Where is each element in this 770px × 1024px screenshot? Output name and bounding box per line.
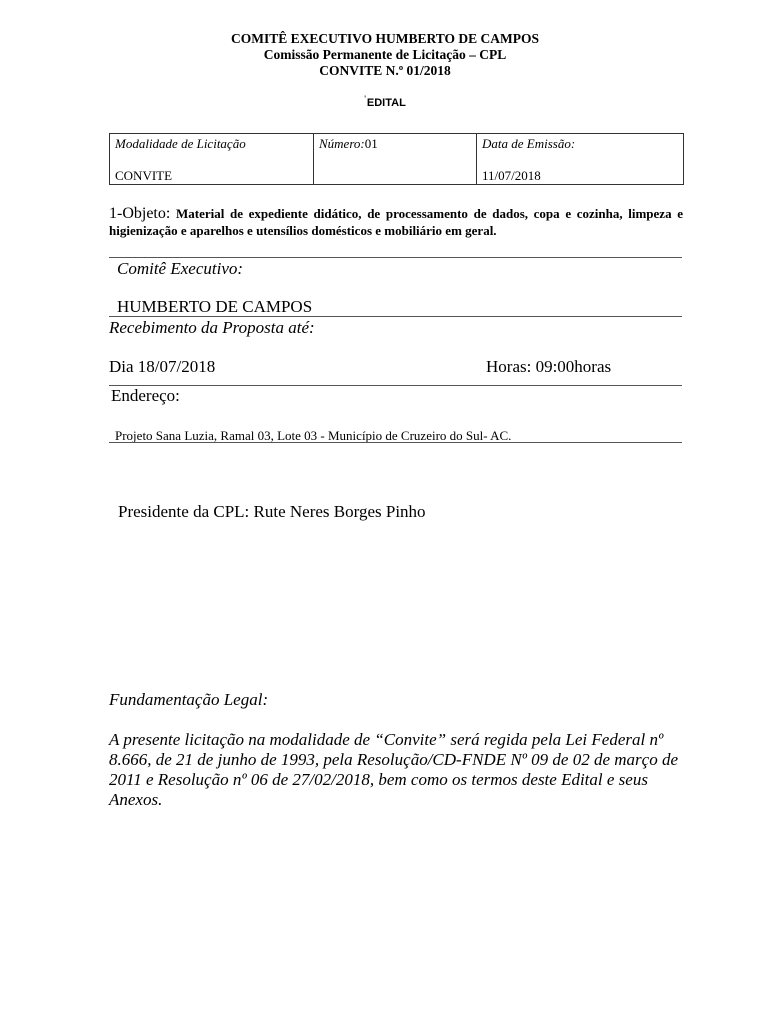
numero-value: 01 <box>364 136 378 151</box>
data-emissao-value: 11/07/2018 <box>482 168 541 183</box>
numero-label: Número: <box>319 136 365 151</box>
fundamentacao-text: A presente licitação na modalidade de “Convite” será regida pela Lei Federal nº 8.666, de 21 de junho de 1993, pela Resolução/CD-FNDE Nº 09 de 02 de março de 2011 e Resolução nº 06 de 27/02/2018, bem como os termos deste Edital e seus Anexos. <box>109 730 679 809</box>
modalidade-value: CONVITE <box>115 168 173 183</box>
recebimento-horas: Horas: 09:00horas <box>486 357 612 376</box>
edital-label: EDITAL <box>366 97 406 109</box>
header-committee: COMITÊ EXECUTIVO HUMBERTO DE CAMPOS <box>230 31 540 46</box>
endereco-label: Endereço: <box>111 386 180 405</box>
divider-recebimento <box>109 385 682 386</box>
fundamentacao-label: Fundamentação Legal: <box>109 690 269 709</box>
recebimento-label: Recebimento da Proposta até: <box>109 318 315 337</box>
edital-title <box>0 94 770 109</box>
modalidade-cell <box>110 134 314 185</box>
document-header <box>0 31 770 79</box>
comite-value: HUMBERTO DE CAMPOS <box>117 297 313 316</box>
divider-comite <box>109 316 682 317</box>
header-invite-number: CONVITE N.º 01/2018 <box>319 63 451 78</box>
data-emissao-cell <box>477 134 684 185</box>
endereco-value: Projeto Sana Luzia, Ramal 03, Lote 03 - Município de Cruzeiro do Sul- AC. <box>115 428 512 443</box>
data-emissao-label: Data de Emissão: <box>482 136 576 151</box>
numero-field <box>319 136 378 152</box>
numero-cell <box>314 134 477 185</box>
recebimento-dia: Dia 18/07/2018 <box>109 357 216 376</box>
divider-endereco <box>109 442 682 443</box>
presidente-cpl: Presidente da CPL: Rute Neres Borges Pinho <box>118 502 426 521</box>
objeto-label: 1-Objeto: <box>109 205 171 222</box>
edital-tick: ' <box>364 94 366 104</box>
divider-objeto <box>109 257 682 258</box>
modalidade-label: Modalidade de Licitação <box>115 136 246 151</box>
info-table <box>109 133 684 185</box>
objeto-text: Material de expediente didático, de processamento de dados, copa e cozinha, limpeza e higienização e aparelhos e utensílios domésticos e mobiliário em geral. <box>109 206 683 238</box>
comite-label: Comitê Executivo: <box>117 259 244 278</box>
objeto-section <box>109 205 683 239</box>
header-commission: Comissão Permanente de Licitação – CPL <box>263 47 507 62</box>
